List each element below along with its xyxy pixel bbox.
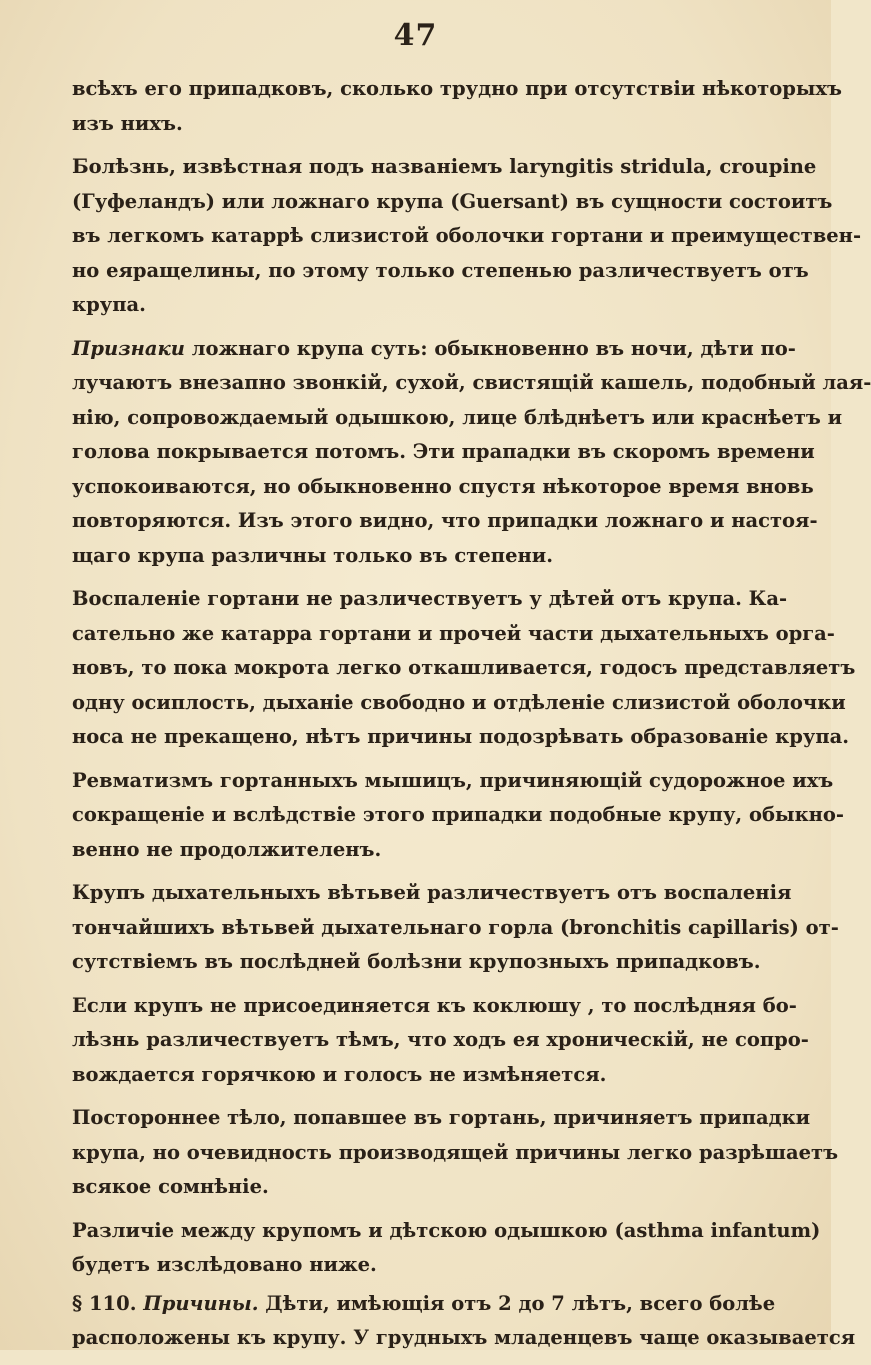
text-line: Болѣзнь, извѣстная подъ названіемъ laryngitis stridula, croupine: [72, 155, 817, 178]
text-line: Если крупъ не присоединяется къ коклюшу , то послѣдняя бо-: [72, 993, 797, 1017]
text-line: повторяются. Изъ этого видно, что припадки ложнаго и настоя-: [72, 509, 818, 532]
text-line: одну осиплость, дыханіе свободно и отдѣленіе слизистой оболочки: [72, 690, 846, 714]
text-line: лѣзнь различествуетъ тѣмъ, что ходъ ея хроническій, не сопро-: [72, 1028, 809, 1051]
text-line: щаго крупа различны только въ степени.: [72, 543, 553, 567]
text-fragment: ложнаго крупа суть: обыкновенно въ ночи, дѣти по-: [184, 336, 796, 360]
paragraph: [72, 1214, 821, 1283]
text-line: изъ нихъ.: [72, 111, 183, 135]
text-line: тончайшихъ вѣтьвей дыхательнаго горла (bronchitis capillaris) от-: [72, 915, 839, 939]
text-line: [72, 332, 796, 367]
paragraph: [72, 876, 839, 980]
text-fragment: Дѣти, имѣющія отъ 2 до 7 лѣтъ, всего болѣе: [258, 1291, 776, 1315]
text-line: венно не продолжителенъ.: [72, 837, 382, 861]
text-line: вождается горячкою и голосъ не измѣняется.: [72, 1062, 607, 1086]
text-line: будетъ изслѣдовано ниже.: [72, 1253, 377, 1276]
italic-lead: Признаки: [72, 336, 185, 360]
text-line: всѣхъ его припадковъ, сколько трудно при отсутствіи нѣкоторыхъ: [72, 77, 842, 100]
text-line: всякое сомнѣніе.: [72, 1175, 269, 1198]
page-number: 47: [393, 18, 438, 53]
text-line: но еяращелины, по этому только степенью различествуетъ отъ: [72, 258, 809, 282]
paragraph: [72, 150, 862, 323]
text-line: Крупъ дыхательныхъ вѣтьвей различествуетъ отъ воспаленія: [72, 881, 792, 904]
paragraph: [72, 1101, 839, 1205]
text-line: носа не прекащено, нѣтъ причины подозрѣвать образованіе крупа.: [72, 725, 850, 748]
paragraph: [72, 332, 871, 574]
text-line: новъ, то пока мокрота легко откашливается, годосъ представляетъ: [72, 656, 856, 679]
paragraph: [72, 582, 856, 755]
text-line: крупа.: [72, 293, 146, 316]
paragraph: [72, 1287, 856, 1356]
text-line: сокращеніе и вслѣдствіе этого припадки подобные крупу, обыкно-: [72, 803, 845, 826]
text-line: нію, сопровождаемый одышкою, лице блѣднѣетъ или краснѣетъ и: [72, 405, 843, 429]
text-line: (Гуфеландъ) или ложнаго крупа (Guersant) въ сущности состоитъ: [72, 189, 833, 213]
text-line: успокоиваются, но обыкновенно спустя нѣкоторое время вновь: [72, 474, 814, 498]
text-line: расположены къ крупу. У грудныхъ младенцевъ чаще оказывается: [72, 1326, 856, 1349]
paragraph: [72, 72, 842, 141]
page-body: [72, 72, 871, 1365]
text-line: голова покрывается потомъ. Эти прападки въ скоромъ времени: [72, 440, 815, 463]
text-line: сутствіемъ въ послѣдней болѣзни крупозныхъ припадковъ.: [72, 950, 761, 973]
text-line: Воспаленіе гортани не различествуетъ у дѣтей отъ крупа. Ка-: [72, 587, 788, 610]
section-mark: § 110.: [72, 1291, 137, 1315]
text-line: Ревматизмъ гортанныхъ мышицъ, причиняющій судорожное ихъ: [72, 768, 834, 792]
text-line: крупа, но очевидность производящей причины легко разрѣшаетъ: [72, 1140, 839, 1164]
text-line: лучаютъ внезапно звонкій, сухой, свистящій кашель, подобный лая-: [72, 371, 871, 394]
text-line: Различіе между крупомъ и дѣтскою одышкою (asthma infantum): [72, 1218, 821, 1242]
text-line: Постороннее тѣло, попавшее въ гортань, причиняетъ припадки: [72, 1106, 811, 1129]
italic-lead: Причины.: [143, 1291, 259, 1315]
text-line: въ легкомъ катаррѣ слизистой оболочки гортани и преимуществен-: [72, 224, 862, 247]
text-line: сательно же катарра гортани и прочей части дыхательныхъ орга-: [72, 621, 835, 645]
paragraph: [72, 989, 809, 1093]
paragraph: [72, 764, 845, 868]
text-line: [72, 1287, 776, 1322]
